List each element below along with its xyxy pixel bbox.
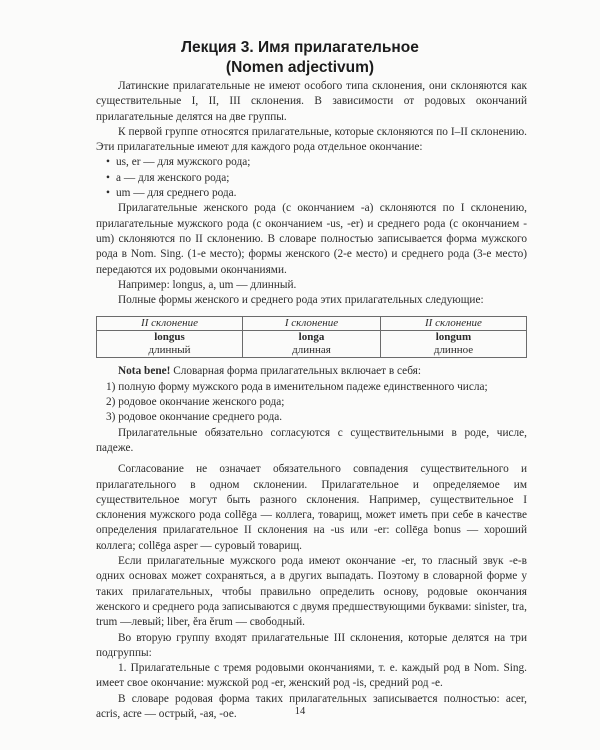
- nota-bene-text: Словарная форма прилагательных включает в себя:: [170, 365, 421, 378]
- example-paragraph: Например: longus, a, um — длинный.: [118, 278, 297, 291]
- agreement-paragraph: Прилагательные обязательно согласуются с существительными в роде, числе, падеже.: [96, 426, 527, 454]
- declension-paragraph: Прилагательные женского рода (с окончанием -а) склоняются по I склонению, прилагательные мужского рода (с окончанием -us, -er) и среднего рода (с окончанием -um) склоняются по II склонению. В словаре полностью записывается форма мужского рода в Nom. Sing. (1-е место); формы женского (2-е место) и среднего рода (3-е место) передаются их родовыми окончаниями.: [96, 202, 527, 276]
- nota-bene-item-3: 3) родовое окончание среднего рода.: [106, 411, 283, 424]
- ending-item-feminine: • a — для женского рода;: [106, 171, 527, 186]
- table-translation-cell: длинный: [97, 344, 243, 358]
- vowel-paragraph: Если прилагательные мужского рода имеют окончание -er, то гласный звук -e-в одних основах может сохраняться, а в других выпадать. Поэтому в словарной форме у таких прилагательных, чтобы правильно определить основу, родовые окончания женского и среднего рода записываются с двумя предшествующими буквами: sinister, tra, trum —левый; liber, ĕra ĕrum — свободный.: [96, 555, 527, 629]
- ending-item-masculine: • us, er — для мужского рода;: [106, 155, 527, 170]
- lecture-body: [96, 79, 527, 722]
- nota-bene-paragraph: [96, 364, 527, 379]
- dictionary-paragraph: В словаре родовая форма таких прилагательных записывается полностью: acer, acris, acre — острый, -ая, -ое.: [96, 692, 527, 720]
- agreement-detail-paragraph: Согласование не означает обязательного совпадения существительного и прилагательного в одном склонении. Прилагательное и определяемое им существительное могут быть разного склонения. Например, существительное I склонения мужского рода collēga — коллега, товарищ, может иметь при себе в качестве определения прилагательное II склонения на -us или -er: collēga bonus — хороший коллега; collēga asper — суровый товарищ.: [96, 463, 527, 552]
- nota-bene-item-1: 1) полную форму мужского рода в именительном падеже единственного числа;: [106, 380, 488, 393]
- table-form-cell: longus: [97, 331, 243, 345]
- table-forms-row: [97, 331, 527, 345]
- intro-paragraph-2: К первой группе относятся прилагательные, которые склоняются по I–II склонению. Эти прилагательные имеют для каждого рода отдельное окончание:: [96, 125, 527, 154]
- table-header-row: [97, 317, 527, 331]
- title-line-1: Лекция 3. Имя прилагательное: [181, 39, 419, 56]
- table-form-cell: longa: [243, 331, 381, 345]
- nota-bene-item-2: 2) родовое окончание женского рода;: [106, 396, 285, 409]
- nota-bene-label: Nota bene!: [118, 365, 171, 378]
- table-translation-cell: длинная: [243, 344, 381, 358]
- second-group-paragraph: Во вторую группу входят прилагательные III склонения, которые делятся на три подгруппы:: [96, 631, 527, 659]
- table-header-cell: I склонение: [243, 317, 381, 331]
- title-line-2: (Nomen adjectivum): [225, 59, 375, 76]
- intro-paragraph-1: Латинские прилагательные не имеют особого типа склонения, они склоняются как существительные I, II, III склонения. В зависимости от родовых окончаний прилагательные делятся на две группы.: [96, 80, 527, 123]
- table-translation-cell: длинное: [380, 344, 526, 358]
- page-number: 14: [294, 706, 306, 717]
- subgroup-1-paragraph: 1. Прилагательные с тремя родовыми окончаниями, т. е. каждый род в Nom. Sing. имеет свое окончание: мужской род -er, женский род -is, средний род -e.: [96, 662, 527, 690]
- table-header-cell: II склонение: [380, 317, 526, 331]
- ending-item-neuter: • um — для среднего рода.: [106, 186, 527, 201]
- table-form-cell: longum: [380, 331, 526, 345]
- endings-list: [96, 155, 527, 201]
- full-forms-paragraph: Полные формы женского и среднего рода этих прилагательных следующие:: [118, 294, 484, 307]
- lecture-title: [0, 38, 600, 78]
- declension-table: [96, 316, 527, 358]
- table-translation-row: [97, 344, 527, 358]
- table-header-cell: II склонение: [97, 317, 243, 331]
